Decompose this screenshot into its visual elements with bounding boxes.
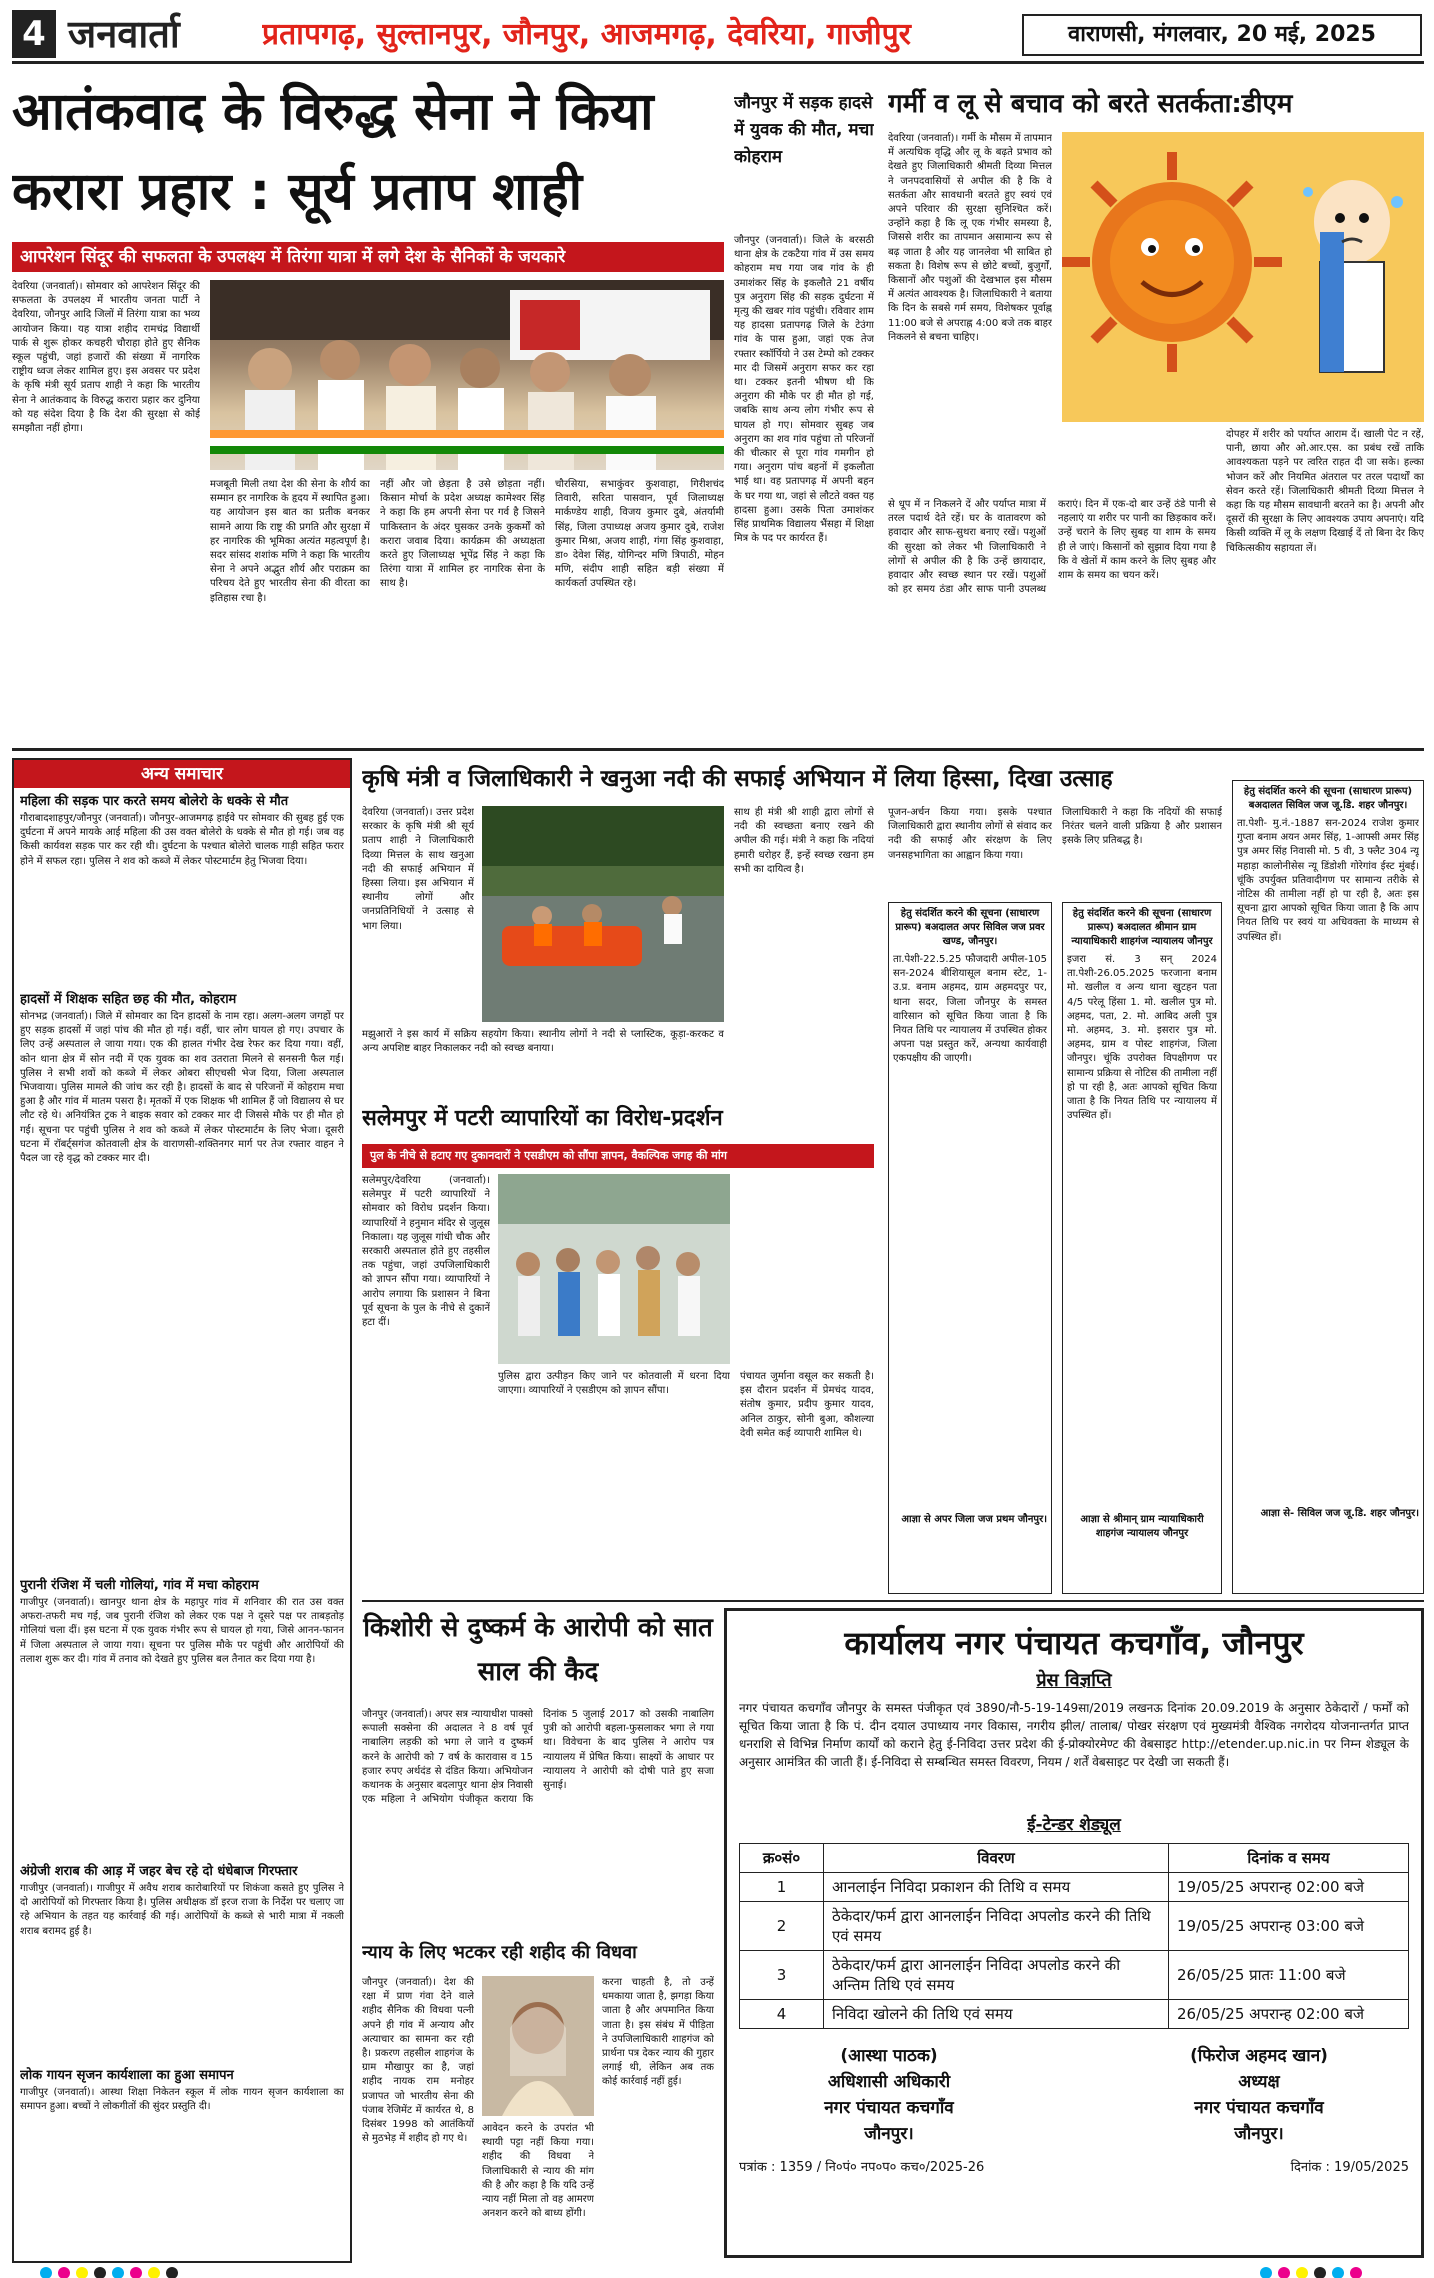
widow-body-2: करना चाहती है, तो उन्हें धमकाया जाता है, झगड़ा किया जाता है और अपमानित किया जाता है। इस संबंध में पीड़िता ने उपजिलाधिकारी शाहगंज को प्रार्थना पत्र देकर न्याय की गुहार लगाई थी, लेकिन अब तक कोई कार्रवाई नहीं हुई। <box>602 1977 714 2088</box>
tender-headline: कार्यालय नगर पंचायत कचगाँव, जौनपुर <box>844 1624 1304 1662</box>
table-cell: आनलाईन निविदा प्रकाशन की तिथि व समय <box>824 1873 1169 1902</box>
tender-press-release: प्रेस विज्ञप्ति <box>1036 1670 1112 1691</box>
sun-cartoon-image <box>1062 132 1424 422</box>
brief-body: गौराबादशाहपुर/जौनपुर (जनवार्ता)। जौनपुर-आजमगढ़ हाईवे पर सोमवार की सुबह हुई एक दुर्घटना में अपने मायके आई महिला की उस वक्त बोलेरो के धक्के से मौत हो गई। जब वह किसी कार्यवश सड़क पार कर रही थी। दुर्घटना के पश्चात बोलेरो चालक गाड़ी सहित फरार होने में सफल रहा। पुलिस ने शव को कब्जे में लेकर पोस्टमार्टम हेतु भिजवा दिया। <box>20 813 344 867</box>
signature-left <box>739 2043 1039 2147</box>
heatwave-headline: गर्मी व लू से बचाव को बरते सतर्कता:डीएम <box>888 89 1293 119</box>
court-notice-body: इजरा सं. 3 सन् 2024 ता.पेशी-26.05.2025 फरजाना बनाम मो. खलील व अन्य थाना खुटहन पता 4/5 परेलू हिंसा 1. मो. खलील पुत्र मो. अहमद, पता, 2. मो. आबिद अली पुत्र मो. अहमद, 3. मो. इसरार पुत्र मो. अहमद, ग्राम व पोस्ट शाहगंज, जिला जौनपुर। चूंकि उपरोक्त विपक्षीगण पर सामान्य प्रक्रिया से नोटिस की तामीला नहीं हो पा रही है, अतः आपको सूचित किया जाता है कि नियत तिथि पर न्यायालय में उपस्थित हों। <box>1067 954 1217 1122</box>
court-notice-body: ता.पेशी- मु.नं.-1887 सन-2024 राजेश कुमार गुप्ता बनाम अयन अमर सिंह, 1-आफ्सी अमर सिंह पुत्र अमर सिंह निवासी मो. 5 वी, 3 फ्लैट 304 न्यू महाड़ा कालोनीसेस न्यू डिंडोशी गोरेगांव ईस्ट मुंबई। चूंकि उपर्युक्त प्रतिवादीगण पर सामान्य तरीके से नोटिस की तामीला नहीं हो पा रही है, अतः इस सूचना द्वारा आपको सूचित किया जाता है कि आप नियत तिथि पर स्वयं या अधिवक्ता के माध्यम से उपस्थित हों। <box>1237 818 1419 943</box>
lead-body-col-1: देवरिया (जनवार्ता)। सोमवार को आपरेशन सिंदूर की सफलता के उपलक्ष्य में भारतीय जनता पार्टी ने देवरिया, जौनपुर आदि जिलों में तिरंगा यात्रा का भव्य आयोजन किया। यह यात्रा शहीद रामचंद्र विद्यार्थी पार्क से शुरू होकर कचहरी चौराहा होते हुए सैनिक स्कूल पहुंची, जहां हजारों की संख्या में नागरिक राष्ट्रीय ध्वज लेकर शामिल हुए। इस अवसर पर प्रदेश के कृषि मंत्री सूर्य प्रताप शाही ने कहा कि भारतीय सेना ने आतंकवाद के विरुद्ध करारा प्रहार कर दुनिया को यह संदेश दिया है कि देश की सुरक्षा से कोई समझौता नहीं होगा। <box>12 281 200 435</box>
column-header: विवरण <box>824 1844 1169 1873</box>
table-cell: ठेकेदार/फर्म द्वारा आनलाईन निविदा अपलोड करने की तिथि एवं समय <box>824 1902 1169 1951</box>
widow-photo-image <box>482 1976 594 2116</box>
tender-schedule-table <box>739 1843 1409 2029</box>
signatory-name: (फिरोज अहमद खान) <box>1190 2046 1328 2066</box>
river-cleaning-body-2: साथ ही मंत्री श्री शाही द्वारा लोगों से नदी की स्वच्छता बनाए रखने की अपील की गई। मंत्री ने कहा कि नदियां हमारी धरोहर हैं, इन्हें स्वच्छ रखना हम सभी का दायित्व है। <box>734 807 874 875</box>
lead-strap: आपरेशन सिंदूर की सफलता के उपलक्ष्य में तिरंगा यात्रा में लगे देश के सैनिकों के जयकारे <box>12 242 724 272</box>
print-registration-dots-right <box>1260 2264 1430 2278</box>
brief-headline: महिला की सड़क पार करते समय बोलेरो के धक्के से मौत <box>20 794 289 809</box>
tender-footer <box>739 2157 1409 2175</box>
table-row <box>740 2000 1409 2029</box>
road-accident-headline: जौनपुर में सड़क हादसे में युवक की मौत, मचा कोहराम <box>734 93 874 167</box>
widow-photo <box>482 1976 594 2116</box>
court-notice-title: हेतु संदर्शित करने की सूचना (साधारण प्रारूप) बअदालत श्रीमान ग्राम न्यायाधिकारी शाहगंज न्यायालय जौनपुर <box>1071 908 1213 947</box>
heatwave-body-col-3: दोपहर में शरीर को पर्याप्त आराम दें। खाली पेट न रहें, पानी, छाया और ओ.आर.एस. का प्रबंध रखें ताकि आवश्यकता पड़ने पर त्वरित राहत दी जा सके। हल्का भोजन करें और नियमित अंतराल पर तरल पदार्थों का सेवन करते रहें। जिलाधिकारी श्रीमती दिव्या मित्तल ने कहा कि यह मौसम सावधानी बरतने का है। अपनी और दूसरों की सुरक्षा के लिए आवश्यक उपाय अपनाएं। यदि किसी व्यक्ति में लू के लक्षण दिखाई दें तो बिना देर किए चिकित्सकीय सहायता लें। <box>1226 429 1424 554</box>
brief-headline: हादसों में शिक्षक सहित छह की मौत, कोहराम <box>20 992 237 1007</box>
river-cleaning-body-4: जिलाधिकारी ने कहा कि नदियों की सफाई निरंतर चलने वाली प्रक्रिया है और प्रशासन इसके लिए प्रतिबद्ध है। <box>1062 807 1222 847</box>
court-notice-title: हेतु संदर्शित करने की सूचना (साधारण प्रारूप) बअदालत सिविल जज जू.डि. शहर जौनपुर। <box>1243 786 1413 811</box>
heatwave-body-col-2: से धूप में न निकलने दें और पर्याप्त मात्रा में तरल पदार्थ देते रहें। घर के वातावरण को हवादार और साफ-सुथरा बनाए रखें। पशुओं की सुरक्षा को लेकर भी जिलाधिकारी ने लोगों से अपील की है कि उन्हें छायादार, हवादार और स्वच्छ स्थान पर रखें। पशुओं को हर समय ठंडा और साफ पानी उपलब्ध कराएं। दिन में एक-दो बार उन्हें ठंडे पानी से नहलाएं या शरीर पर पानी का छिड़काव करें। उन्हें चराने के लिए सुबह या शाम के समय ही ले जाएं। किसानों को सुझाव दिया गया है कि वे खेतों में काम करने के लिए सुबह और शाम के समय का चयन करें। <box>888 499 1216 596</box>
heatwave-cartoon <box>1062 132 1424 422</box>
table-header-row <box>740 1844 1409 1873</box>
table-row <box>740 1873 1409 1902</box>
table-cell: 1 <box>740 1873 824 1902</box>
court-notice-body: ता.पेशी-22.5.25 फौजदारी अपील-105 सन-2024 बीशियासूल बनाम स्टेट, 1-उ.प्र. बनाम अहमद, ग्राम अहमदपुर पर, थाना सदर, जिला जौनपुर के समस्त वारिसान को सूचित किया जाता है कि नियत तिथि पर न्यायालय में उपस्थित होकर अपना पक्ष प्रस्तुत करें, अन्यथा कार्यवाही एकपक्षीय की जाएगी। <box>893 954 1047 1065</box>
widow-headline: न्याय के लिए भटकर रही शहीद की विधवा <box>362 1942 637 1963</box>
table-cell: 3 <box>740 1951 824 2000</box>
brief-body: गाजीपुर (जनवार्ता)। गाजीपुर में अवैध शराब कारोबारियों पर शिकंजा कसते हुए पुलिस ने दो आरोपियों को गिरफ्तार किया है। पुलिस अधीक्षक डॉ इरज राजा के निर्देश पर चलाए जा रहे अभियान के तहत यह कार्रवाई की गई। आरोपियों के कब्जे से भारी मात्रा में नकली शराब बरामद हुई है। <box>20 1883 344 1937</box>
court-notice-title: हेतु संदर्शित करने की सूचना (साधारण प्रारूप) बअदालत अपर सिविल जज प्रवर खण्ड, जौनपुर। <box>895 908 1045 947</box>
dateline: वाराणसी, मंगलवार, 20 मई, 2025 <box>1022 14 1422 56</box>
widow-body-3: आवेदन करने के उपरांत भी स्थायी पट्टा नहीं किया गया। शहीद की विधवा ने जिलाधिकारी से न्याय की मांग की है और कहा है कि यदि उन्हें न्याय नहीं मिला तो वह आमरण अनशन करने को बाध्य होंगी। <box>482 2123 594 2220</box>
signatory-title: अध्यक्ष <box>1238 2072 1280 2092</box>
tender-body: नगर पंचायत कचगाँव जौनपुर के समस्त पंजीकृत एवं 3890/नौ-5-19-149सा/2019 लखनऊ दिनांक 20.09.2019 के अनुसार ठेकेदारों / फर्मों को सूचित किया जाता है कि पं. दीन दयाल उपाध्याय नगर विकास, नगरीय झील/ तालाब/ पोखर संरक्षण एवं मुख्यमंत्री वैश्विक नगरोदय योजनान्तर्गत प्राप्त धनराशि से विभिन्न निर्माण कार्यों को कराने हेतु ई-निविदा उत्तर प्रदेश की ई-प्रोक्योरमेण्ट की वेबसाइट http://etender.up.nic.in पर निम्न शेड्यूल के अनुसार आमंत्रित की जाती हैं। ई-निविदा से सम्बन्धित समस्त विवरण, नियम / शर्तें वेबसाइट पर देखी जा सकती हैं। <box>739 1701 1409 1769</box>
table-cell: 19/05/25 अपरान्ह 02:00 बजे <box>1169 1873 1409 1902</box>
signatory-place: जौनपुर। <box>1234 2124 1284 2144</box>
rape-case-body: जौनपुर (जनवार्ता)। अपर सत्र न्यायाधीश पाक्सो रूपाली सक्सेना की अदालत ने 8 वर्ष पूर्व नाबालिग लड़की को भगा ले जाने व दुष्कर्म करने के आरोपी को 7 वर्ष के कारावास व 15 हजार रुपए अर्थदंड से दंडित किया। अभियोजन कथानक के अनुसार बदलापुर थाना क्षेत्र निवासी एक महिला ने अभियोग पंजीकृत कराया कि दिनांक 5 जुलाई 2017 को उसकी नाबालिग पुत्री को आरोपी बहला-फुसलाकर भगा ले गया था। विवेचना के बाद पुलिस ने आरोप पत्र न्यायालय में प्रेषित किया। साक्ष्यों के आधार पर न्यायालय ने आरोपी को दोषी पाते हुए सजा सुनाई। <box>362 1709 714 1806</box>
section-divider <box>362 1600 1424 1602</box>
traders-protest-body-1: सलेमपुर/देवरिया (जनवार्ता)। सलेमपुर में पटरी व्यापारियों ने सोमवार को विरोध प्रदर्शन किया। व्यापारियों ने हनुमान मंदिर से जुलूस निकाला। यह जुलूस गांधी चौक और सरकारी अस्पताल होते हुए तहसील तक पहुंचा, जहां उपजिलाधिकारी को ज्ञापन सौंपा गया। व्यापारियों ने आरोप लगाया कि प्रशासन ने बिना पूर्व सूचना के पुल के नीचे से दुकानें हटा दीं। <box>362 1175 490 1329</box>
lead-photo <box>210 280 724 470</box>
protest-photo-image <box>498 1174 730 1364</box>
brief-body: गाजीपुर (जनवार्ता)। आस्था शिक्षा निकेतन स्कूल में लोक गायन सृजन कार्यशाला का समापन हुआ। बच्चों ने लोकगीतों की सुंदर प्रस्तुति दी। <box>20 2087 344 2113</box>
brief-item <box>20 990 344 1570</box>
tender-reference: पत्रांक : 1359 / नि०पं० नप०प० कच०/2025-26 <box>739 2160 985 2175</box>
court-notice <box>1232 780 1424 1594</box>
section-divider <box>12 748 1424 751</box>
signatory-name: (आस्था पाठक) <box>840 2046 938 2066</box>
signature-right <box>1109 2043 1409 2147</box>
traders-protest-photo <box>498 1174 730 1364</box>
rally-photo-image <box>210 280 724 470</box>
brief-item <box>20 2066 344 2216</box>
river-cleaning-body-3: पूजन-अर्चन किया गया। इसके पश्चात जिलाधिकारी द्वारा स्थानीय लोगों से संवाद कर नदी की सफाई और संरक्षण के लिए जनसहभागिता का आह्वान किया गया। <box>888 807 1052 861</box>
brief-headline: लोक गायन सृजन कार्यशाला का हुआ समापन <box>20 2068 234 2083</box>
brief-headline: अंग्रेजी शराब की आड़ में जहर बेच रहे दो धंधेबाज गिरफ्तार <box>20 1864 298 1879</box>
table-row <box>740 1951 1409 2000</box>
lead-headline-line-1: आतंकवाद के विरुद्ध सेना ने किया <box>12 82 654 142</box>
traders-protest-strap: पुल के नीचे से हटाए गए दुकानदारों ने एसडीएम को सौंपा ज्ञापन, वैकल्पिक जगह की मांग <box>362 1144 874 1168</box>
court-notice <box>888 902 1052 1594</box>
signatory-office: नगर पंचायत कचगाँव <box>1194 2098 1324 2118</box>
table-cell: ठेकेदार/फर्म द्वारा आनलाईन निविदा अपलोड करने की अन्तिम तिथि एवं समय <box>824 1951 1169 2000</box>
lead-body-col-3: नहीं और जो छेड़ता है उसे छोड़ता नहीं। किसान मोर्चा के प्रदेश अध्यक्ष कामेश्वर सिंह ने कहा कि हम अपनी सेना पर गर्व है जिसने पाकिस्तान के अंदर घुसकर उनके कुकर्मों को करारा जवाब दिया। कार्यक्रम की अध्यक्षता करते हुए जिलाध्यक्ष भूपेंद्र सिंह ने कहा कि तिरंगा यात्रा में शामिल हर नागरिक सेना के साथ है। <box>380 479 545 590</box>
signatory-place: जौनपुर। <box>864 2124 914 2144</box>
widow-body-1: जौनपुर (जनवार्ता)। देश की रक्षा में प्राण गंवा देने वाले शहीद सैनिक की विधवा पत्नी अपने ही गांव में अन्याय और अत्याचार का सामना कर रही है। प्रकरण तहसील शाहगंज के ग्राम मौखापुर का है, जहां शहीद नायक राम मनोहर प्रजापत जो भारतीय सेना की पंजाब रेजिमेंट में कार्यरत थे, 8 दिसंबर 1998 को आतंकियों से मुठभेड़ में शहीद हो गए थे। <box>362 1977 474 2145</box>
court-notice-sign: आज्ञा से अपर जिला जज प्रथम जौनपुर। <box>901 1514 1047 1525</box>
table-cell: निविदा खोलने की तिथि एवं समय <box>824 2000 1169 2029</box>
column-header: दिनांक व समय <box>1169 1844 1409 1873</box>
signatory-office: नगर पंचायत कचगाँव <box>824 2098 954 2118</box>
print-registration-dots-left <box>40 2264 340 2278</box>
anya-samachar-banner: अन्य समाचार <box>14 760 350 788</box>
anya-samachar-column <box>12 758 352 2263</box>
brief-body: गाजीपुर (जनवार्ता)। खानपुर थाना क्षेत्र के महापुर गांव में शनिवार की रात उस वक्त अफरा-तफरी मच गई, जब पुरानी रंजिश को लेकर एक पक्ष ने दूसरे पक्ष पर ताबड़तोड़ गोलियां चला दीं। इस घटना में एक युवक गंभीर रूप से घायल हो गया, जिसे आनन-फानन में जिला अस्पताल ले जाया गया। सूचना पर पुलिस मौके पर पहुंची और आरोपियों की तलाश शुरू कर दी। गांव में तनाव को देखते हुए पुलिस बल तैनात कर दिया गया है। <box>20 1597 344 1665</box>
table-cell: 4 <box>740 2000 824 2029</box>
traders-protest-body-2: पंचायत जुर्माना वसूल कर सकती है। इस दौरान प्रदर्शन में प्रेमचंद यादव, संतोष कुमार, प्रदीप कुमार यादव, अनिल ठाकुर, सोनी बुआ, कौशल्या देवी समेत कई व्यापारी शामिल थे। <box>740 1371 874 1439</box>
lead-body-col-2: मजबूती मिली तथा देश की सेना के शौर्य का सम्मान हर नागरिक के हृदय में स्थापित हुआ। यह आयोजन इस बात का प्रतीक बनकर सामने आया कि राष्ट्र की प्रगति और सुरक्षा में हर नागरिक की भूमिका अत्यंत महत्वपूर्ण है। सदर सांसद शशांक मणि ने कहा कि भारतीय सेना ने अपने अद्भुत शौर्य और पराक्रम का परिचय देते हुए भारतीय सेना की वीरता का इतिहास रचा है। <box>210 479 370 604</box>
tender-notice <box>724 1608 1424 2258</box>
lead-body-col-4: चौरसिया, सभाकुंवर कुशवाहा, गिरीशचंद तिवारी, सरिता पासवान, पूर्व जिलाध्यक्ष मार्कण्डेय शाही, विजय कुमार दुबे, अंतर्यामी सिंह, जिला उपाध्यक्ष अजय कुमार दुबे, राजेश कुमार मिश्रा, अजय शाही, गंगा सिंह कुशवाहा, डा० देवेश सिंह, योगिन्दर मणि त्रिपाठी, मोहन मणि, संदीप शाही सहित बड़ी संख्या में कार्यकर्ता उपस्थित रहे। <box>555 479 724 590</box>
anya-samachar-list <box>14 788 350 2220</box>
traders-protest-headline: सलेमपुर में पटरी व्यापारियों का विरोध-प्रदर्शन <box>362 1106 723 1131</box>
masthead <box>12 6 1424 64</box>
table-cell: 19/05/25 अपरान्ह 03:00 बजे <box>1169 1902 1409 1951</box>
signatory-title: अधिशासी अधिकारी <box>827 2072 951 2092</box>
paper-name: जनवार्ता <box>68 12 180 56</box>
page-number: 4 <box>12 10 56 58</box>
table-cell: 26/05/25 प्रातः 11:00 बजे <box>1169 1951 1409 2000</box>
lead-headline-line-2: करारा प्रहार : सूर्य प्रताप शाही <box>12 162 583 222</box>
road-accident-body-a: जौनपुर (जनवार्ता)। जिले के बरसठी थाना क्षेत्र के टकटैया गांव में उस समय कोहराम मच गया जब गांव के ही उमाशंकर सिंह के इकलौते 21 वर्षीय पुत्र अनुराग सिंह की सड़क दुर्घटना में मृत्यु की खबर गांव पहुंची। रविवार शाम यह हादसा प्रतापगढ़ जिले के टेउंगा गांव के पास हुआ, जहां एक तेज रफ्तार स्कॉर्पियो ने उस टेम्पो को टक्कर मार दी जिसमें अनुराग सफर कर रहा था। टक्कर इतनी भीषण थी कि अनुराग की मौके पर ही मौत हो गई, जबकि साथ अन्य लोग गंभीर रूप से घायल हो गए। सोमवार सुबह जब अनुराग का शव गांव पहुंचा तो परिजनों की चीत्कार से पूरा गांव गमगीन हो गया। अनुराग पांच बहनों में इकलौता भाई था। वह प्रतापगढ़ में अपनी बहन के घर गया था, जहां से लौटते वक्त यह हादसा हुआ। उसके पिता उमाशंकर सिंह प्राथमिक विद्यालय भैंसहा में शिक्षा मित्र के पद पर कार्यरत हैं। <box>734 235 874 545</box>
brief-item <box>20 1862 344 2060</box>
heatwave-body-col-1: देवरिया (जनवार्ता)। गर्मी के मौसम में तापमान में अत्यधिक वृद्धि और लू के बढ़ते प्रभाव को देखते हुए जिलाधिकारी श्रीमती दिव्या मित्तल ने जनपदवासियों से अपील की है कि वे सतर्कता और सावधानी बरतते हुए स्वयं एवं अपने परिवार की सुरक्षा सुनिश्चित करें। उन्होंने कहा है कि लू एक गंभीर समस्या है, जिससे शरीर का तापमान असामान्य रूप से बढ़ जाता है और यह जानलेवा भी साबित हो सकता है। विशेष रूप से छोटे बच्चों, बुजुर्गों, किसानों और पशुओं की देखभाल इस मौसम में अत्यंत आवश्यक है। जिलाधिकारी ने बताया कि दिन के सबसे गर्म समय, विशेषकर पूर्वाह्न 11:00 बजे से अपराह्न 4:00 बजे तक बाहर निकलने से बचना चाहिए। <box>888 133 1052 343</box>
river-cleaning-photo <box>482 806 724 1022</box>
court-notice-sign: आज्ञा से- सिविल जज जू.डि. शहर जौनपुर। <box>1260 1508 1419 1519</box>
tender-schedule-title: ई-टेन्डर शेड्यूल <box>1027 1815 1121 1835</box>
brief-body: सोनभद्र (जनवार्ता)। जिले में सोमवार का दिन हादसों के नाम रहा। अलग-अलग जगहों पर हुए सड़क हादसों में जहां पांच की मौत हो गई। वहीं, चार लोग घायल हो गए। उपचार के लिए उन्हें अस्पताल ले जाया गया। एक की हालत गंभीर देख रेफर कर दिया गया। वहीं, कोन थाना क्षेत्र में सोन नदी में एक युवक का शव उतराता मिलने से सनसनी फैल गई। पुलिस ने सभी शवों को कब्जे में लेकर ओबरा सीएचसी भेज दिया, जिला अस्पताल भिजवाया। पुलिस मामले की जांच कर रही है। हादसों के बाद से परिजनों में कोहराम मचा हुआ है और गांव में मातम पसरा है। मृतकों में एक शिक्षक भी शामिल हैं जो विद्यालय से घर लौट रहे थे। अनियंत्रित ट्रक ने बाइक सवार को टक्कर मार दी जिससे मौके पर ही मौत हो गई। सूचना पर पहुंची पुलिस ने शव को कब्जे में लेकर पोस्टमार्टम के लिए भेजा। दूसरी घटना में रॉबर्ट्सगंज कोतवाली क्षेत्र के वाराणसी-शक्तिनगर मार्ग पर तेज रफ्तार वाहन ने पैदल जा रहे वृद्ध को टक्कर मार दी। <box>20 1011 344 1165</box>
brief-headline: पुरानी रंजिश में चली गोलियां, गांव में मचा कोहराम <box>20 1578 259 1593</box>
court-notice-sign: आज्ञा से श्रीमान् ग्राम न्यायाधिकारी शाहगंज न्यायालय जौनपुर <box>1080 1514 1204 1539</box>
rape-case-headline: किशोरी से दुष्कर्म के आरोपी को सात साल की कैद <box>363 1613 713 1687</box>
brief-item <box>20 1576 344 1856</box>
tender-signatures <box>739 2043 1409 2147</box>
tender-date: दिनांक : 19/05/2025 <box>1290 2160 1409 2175</box>
table-cell: 26/05/25 अपरान्ह 02:00 बजे <box>1169 2000 1409 2029</box>
river-cleaning-body-1: देवरिया (जनवार्ता)। उत्तर प्रदेश सरकार के कृषि मंत्री श्री सूर्य प्रताप शाही ने जिलाधिकारी दिव्या मित्तल के साथ खनुआ नदी की सफाई अभियान में हिस्सा लिया। इस अभियान में स्थानीय लोगों और जनप्रतिनिधियों ने उत्साह से भाग लिया। <box>362 807 474 932</box>
river-cleaning-headline: कृषि मंत्री व जिलाधिकारी ने खनुआ नदी की सफाई अभियान में लिया हिस्सा, दिखा उत्साह <box>362 766 1113 792</box>
column-header: क्र०सं० <box>740 1844 824 1873</box>
lead-headline <box>12 72 724 236</box>
court-notice <box>1062 902 1222 1594</box>
district-list: प्रतापगढ़, सुल्तानपुर, जौनपुर, आजमगढ़, देवरिया, गाजीपुर <box>262 17 911 52</box>
river-photo-image <box>482 806 724 1022</box>
river-cleaning-caption: मझुआरों ने इस कार्य में सक्रिय सहयोग किया। स्थानीय लोगों ने नदी से प्लास्टिक, कूड़ा-करकट व अन्य अपशिष्ट बाहर निकालकर नदी को स्वच्छ बनाया। <box>362 1029 724 1055</box>
brief-item <box>20 792 344 984</box>
table-cell: 2 <box>740 1902 824 1951</box>
traders-protest-caption: पुलिस द्वारा उत्पीड़न किए जाने पर कोतवाली में धरना दिया जाएगा। व्यापारियों ने एसडीएम को ज्ञापन सौंपा। <box>498 1371 730 1397</box>
table-row <box>740 1902 1409 1951</box>
